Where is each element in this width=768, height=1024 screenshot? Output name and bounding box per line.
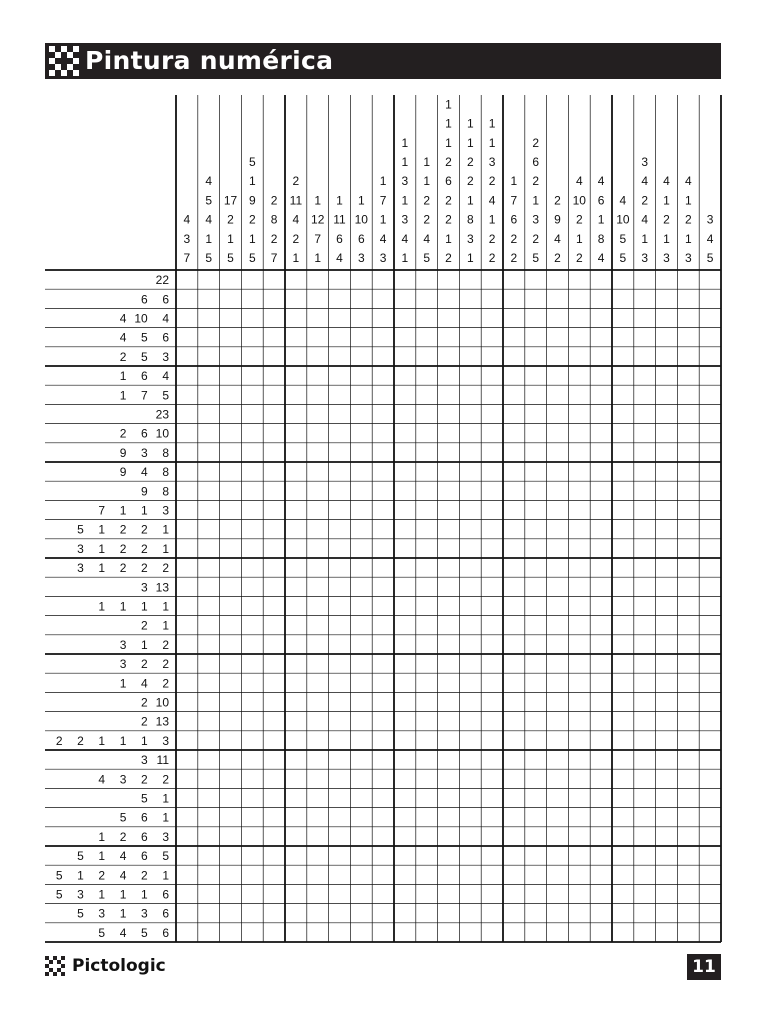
- pictologic-footer-logo-icon: [45, 956, 65, 976]
- row-clue-number: 9: [119, 445, 127, 460]
- row-clue-number: 3: [77, 541, 84, 556]
- row-clue-number: 2: [141, 618, 148, 633]
- row-clue-number: 1: [119, 599, 127, 614]
- column-clue-number: 2: [270, 231, 278, 246]
- column-clue-number: 1: [663, 193, 670, 208]
- row-clue-number: 2: [141, 695, 148, 710]
- row-clue-number: 2: [141, 561, 148, 576]
- row-clue-number: 2: [162, 676, 169, 691]
- row-clue-number: 1: [162, 599, 169, 614]
- column-clue-number: 5: [205, 251, 213, 265]
- row-clue-number: 6: [162, 906, 169, 921]
- row-clue-number: 1: [98, 829, 106, 844]
- page-number: 11: [687, 954, 721, 980]
- row-clue-number: 5: [98, 925, 106, 940]
- page-title: Pintura numérica: [85, 46, 334, 75]
- row-clue-number: 5: [119, 810, 127, 825]
- column-clue-number: 2: [488, 251, 496, 265]
- row-clue-number: 1: [119, 503, 127, 518]
- row-clue-number: 11: [156, 753, 169, 768]
- column-clue-number: 1: [663, 231, 670, 246]
- column-clue-number: 3: [357, 251, 365, 265]
- row-clue-number: 3: [119, 657, 127, 672]
- row-clue-number: 23: [155, 407, 169, 422]
- column-clue-number: 11: [289, 193, 303, 208]
- row-clue-number: 1: [162, 791, 169, 806]
- row-clue-number: 2: [119, 349, 127, 364]
- row-clue-number: 9: [119, 465, 127, 480]
- row-clue-number: 1: [141, 599, 148, 614]
- row-clue-number: 2: [55, 733, 63, 748]
- column-clue-number: 8: [466, 212, 474, 227]
- column-clue-number: 1: [379, 212, 387, 227]
- column-clue-number: 1: [684, 193, 692, 208]
- row-clue-number: 10: [155, 426, 169, 441]
- row-clue-number: 2: [98, 868, 106, 883]
- row-clue-number: 5: [77, 906, 84, 921]
- row-clue-number: 2: [162, 561, 169, 576]
- column-clue-number: 1: [401, 135, 409, 150]
- row-clue-number: 5: [141, 330, 148, 345]
- column-clue-number: 7: [379, 193, 387, 208]
- column-clue-number: 2: [292, 231, 300, 246]
- row-clue-number: 6: [162, 925, 169, 940]
- row-clue-number: 2: [77, 733, 84, 748]
- row-clue-number: 3: [141, 580, 148, 595]
- column-clue-number: 1: [575, 231, 583, 246]
- row-clue-number: 22: [155, 273, 169, 288]
- row-clue-number: 1: [98, 561, 106, 576]
- row-clue-number: 1: [162, 868, 169, 883]
- column-clue-number: 9: [554, 212, 561, 227]
- row-clue-number: 2: [141, 714, 148, 729]
- column-clue-number: 1: [684, 231, 692, 246]
- row-clue-number: 9: [141, 484, 148, 499]
- row-clue-number: 1: [141, 887, 148, 902]
- row-clue-number: 6: [141, 292, 148, 307]
- row-clue-number: 2: [162, 637, 169, 652]
- row-clue-number: 6: [162, 330, 169, 345]
- row-clue-number: 4: [119, 849, 127, 864]
- column-clue-number: 2: [270, 193, 278, 208]
- row-clue-number: 1: [98, 599, 106, 614]
- column-clue-number: 1: [488, 116, 496, 131]
- column-clue-number: 3: [379, 251, 387, 265]
- column-clue-number: 17: [223, 193, 238, 208]
- column-clue-number: 3: [401, 174, 409, 189]
- column-clue-number: 1: [314, 193, 322, 208]
- column-clue-number: 2: [510, 231, 518, 246]
- column-clue-number: 5: [706, 251, 714, 265]
- column-clue-number: 7: [314, 231, 322, 246]
- row-clue-number: 5: [141, 349, 148, 364]
- row-clue-number: 1: [162, 522, 169, 537]
- footer-brand: Pictologic: [72, 956, 166, 976]
- column-clue-number: 2: [684, 212, 692, 227]
- column-clue-number: 2: [423, 212, 431, 227]
- column-clue-number: 2: [554, 193, 561, 208]
- column-clue-number: 2: [510, 251, 518, 265]
- column-clue-number: 1: [401, 155, 409, 169]
- column-clue-number: 2: [466, 155, 474, 169]
- row-clue-number: 1: [141, 637, 148, 652]
- row-clue-number: 3: [141, 753, 148, 768]
- row-clue-number: 4: [119, 330, 127, 345]
- row-clue-number: 6: [141, 829, 148, 844]
- column-clue-number: 2: [292, 174, 300, 189]
- column-clue-number: 1: [445, 135, 452, 150]
- column-clue-number: 1: [445, 116, 452, 131]
- row-clue-number: 2: [141, 772, 148, 787]
- row-clue-number: 1: [119, 906, 127, 921]
- column-clue-number: 2: [663, 212, 670, 227]
- column-clue-number: 2: [575, 251, 583, 265]
- column-clue-number: 2: [445, 155, 452, 169]
- row-clue-number: 3: [77, 561, 84, 576]
- column-clue-number: 10: [572, 193, 586, 208]
- row-clue-number: 4: [119, 925, 127, 940]
- row-clue-number: 6: [141, 849, 148, 864]
- column-clue-number: 4: [641, 212, 649, 227]
- row-clue-number: 5: [162, 849, 169, 864]
- row-clue-number: 1: [162, 618, 169, 633]
- column-clue-number: 5: [619, 231, 627, 246]
- row-clue-number: 2: [162, 657, 169, 672]
- row-clue-number: 10: [134, 311, 148, 326]
- row-clue-number: 6: [141, 426, 148, 441]
- column-clue-number: 7: [510, 193, 518, 208]
- row-clue-number: 3: [119, 772, 127, 787]
- column-clue-number: 4: [597, 251, 605, 265]
- column-clue-number: 1: [205, 231, 213, 246]
- row-clue-number: 13: [155, 714, 169, 729]
- column-clue-number: 5: [227, 251, 234, 265]
- column-clue-number: 4: [401, 231, 409, 246]
- column-clue-number: 1: [597, 212, 605, 227]
- row-clue-number: 1: [119, 369, 127, 384]
- column-clue-number: 1: [466, 116, 474, 131]
- row-clue-number: 5: [141, 791, 148, 806]
- column-clue-number: 1: [314, 251, 322, 265]
- column-clue-number: 2: [227, 212, 234, 227]
- column-clue-number: 2: [248, 212, 256, 227]
- row-clue-number: 6: [162, 292, 169, 307]
- row-clue-number: 1: [119, 676, 127, 691]
- column-clue-number: 1: [227, 231, 234, 246]
- column-clue-number: 3: [663, 251, 670, 265]
- column-clue-number: 7: [270, 251, 278, 265]
- column-clue-number: 2: [423, 193, 431, 208]
- column-clue-number: 1: [532, 193, 540, 208]
- column-clue-number: 1: [445, 97, 452, 112]
- column-clue-number: 6: [510, 212, 518, 227]
- column-clue-number: 1: [248, 174, 256, 189]
- column-clue-number: 6: [532, 155, 540, 169]
- column-clue-number: 6: [445, 174, 452, 189]
- row-clue-number: 3: [162, 349, 169, 364]
- column-clue-number: 2: [532, 231, 540, 246]
- column-clue-number: 10: [354, 212, 368, 227]
- column-clue-number: 3: [466, 231, 474, 246]
- column-clue-number: 12: [311, 212, 325, 227]
- row-clue-number: 6: [141, 810, 148, 825]
- column-clue-number: 1: [488, 135, 496, 150]
- row-clue-number: 1: [141, 503, 148, 518]
- row-clue-number: 6: [162, 887, 169, 902]
- column-clue-number: 6: [357, 231, 365, 246]
- column-clue-number: 1: [292, 251, 300, 265]
- column-clue-number: 1: [466, 251, 474, 265]
- column-clue-number: 5: [619, 251, 627, 265]
- column-clue-number: 1: [641, 231, 649, 246]
- row-clue-number: 7: [141, 388, 148, 403]
- column-clue-number: 11: [333, 212, 346, 227]
- column-clue-number: 8: [597, 231, 605, 246]
- column-clue-number: 4: [663, 174, 670, 189]
- column-clue-number: 2: [641, 193, 649, 208]
- row-clue-number: 2: [119, 522, 127, 537]
- column-clue-number: 4: [597, 174, 605, 189]
- column-clue-number: 1: [357, 193, 365, 208]
- column-clue-number: 4: [292, 212, 300, 227]
- column-clue-number: 3: [183, 231, 191, 246]
- row-clue-number: 1: [98, 522, 106, 537]
- row-clue-number: 1: [98, 541, 106, 556]
- row-clue-number: 1: [77, 868, 84, 883]
- row-clue-number: 1: [98, 733, 106, 748]
- row-clue-number: 5: [141, 925, 148, 940]
- column-clue-number: 1: [423, 155, 431, 169]
- column-clue-number: 4: [183, 212, 191, 227]
- column-clue-number: 3: [488, 155, 496, 169]
- column-clue-number: 2: [532, 174, 540, 189]
- row-clue-number: 13: [155, 580, 169, 595]
- row-clue-number: 1: [98, 849, 106, 864]
- column-clue-number: 2: [575, 212, 583, 227]
- column-clue-number: 1: [466, 193, 474, 208]
- column-clue-number: 4: [336, 251, 343, 265]
- row-clue-number: 10: [155, 695, 169, 710]
- column-clue-number: 3: [706, 212, 714, 227]
- column-clue-number: 3: [684, 251, 692, 265]
- row-clue-number: 5: [162, 388, 169, 403]
- column-clue-number: 1: [510, 174, 518, 189]
- column-clue-number: 5: [248, 251, 256, 265]
- column-clue-number: 5: [248, 155, 256, 169]
- row-clue-number: 1: [119, 733, 127, 748]
- row-clue-number: 3: [141, 445, 148, 460]
- row-clue-number: 3: [141, 906, 148, 921]
- column-clue-number: 3: [401, 212, 409, 227]
- row-clue-number: 8: [162, 445, 169, 460]
- column-clue-number: 4: [641, 174, 649, 189]
- column-clue-number: 4: [379, 231, 387, 246]
- row-clue-number: 4: [98, 772, 106, 787]
- column-clue-number: 2: [445, 212, 452, 227]
- row-clue-number: 4: [162, 311, 169, 326]
- column-clue-number: 2: [488, 231, 496, 246]
- column-clue-number: 2: [532, 135, 540, 150]
- column-clue-number: 1: [466, 135, 474, 150]
- column-clue-number: 2: [554, 251, 561, 265]
- column-clue-number: 5: [532, 251, 540, 265]
- column-clue-number: 5: [205, 193, 213, 208]
- row-clue-number: 4: [119, 311, 127, 326]
- column-clue-number: 4: [205, 174, 213, 189]
- row-clue-number: 4: [141, 465, 148, 480]
- row-clue-number: 3: [162, 503, 169, 518]
- row-clue-number: 5: [55, 887, 63, 902]
- column-clue-number: 1: [336, 193, 343, 208]
- column-clue-number: 2: [488, 174, 496, 189]
- column-clue-number: 3: [532, 212, 540, 227]
- column-clue-number: 4: [619, 193, 627, 208]
- row-clue-number: 3: [162, 829, 169, 844]
- column-clue-number: 1: [401, 193, 409, 208]
- row-clue-number: 2: [119, 829, 127, 844]
- row-clue-number: 5: [77, 849, 84, 864]
- row-clue-number: 3: [119, 637, 127, 652]
- row-clue-number: 2: [141, 541, 148, 556]
- row-clue-number: 4: [141, 676, 148, 691]
- row-clue-number: 8: [162, 484, 169, 499]
- column-clue-number: 6: [336, 231, 343, 246]
- row-clue-number: 2: [119, 426, 127, 441]
- row-clue-number: 3: [98, 906, 106, 921]
- column-clue-number: 8: [270, 212, 278, 227]
- row-clue-number: 6: [141, 369, 148, 384]
- column-clue-number: 1: [423, 174, 431, 189]
- row-clue-number: 2: [141, 657, 148, 672]
- column-clue-number: 10: [616, 212, 630, 227]
- row-clue-number: 2: [141, 868, 148, 883]
- column-clue-number: 4: [554, 231, 561, 246]
- column-clue-number: 6: [597, 193, 605, 208]
- row-clue-number: 1: [141, 733, 148, 748]
- column-clue-number: 9: [248, 193, 256, 208]
- row-clue-number: 1: [98, 887, 106, 902]
- column-clue-number: 4: [706, 231, 714, 246]
- row-clue-number: 4: [162, 369, 169, 384]
- row-clue-number: 2: [119, 541, 127, 556]
- column-clue-number: 1: [445, 231, 452, 246]
- row-clue-number: 5: [77, 522, 84, 537]
- column-clue-number: 2: [445, 193, 452, 208]
- column-clue-number: 2: [466, 174, 474, 189]
- row-clue-number: 1: [162, 541, 169, 556]
- column-clue-number: 7: [183, 251, 191, 265]
- column-clue-number: 4: [575, 174, 583, 189]
- row-clue-number: 1: [119, 388, 127, 403]
- row-clue-number: 3: [162, 733, 169, 748]
- column-clue-number: 1: [379, 174, 387, 189]
- column-clue-number: 4: [488, 193, 496, 208]
- row-clue-number: 1: [162, 810, 169, 825]
- column-clue-number: 3: [641, 251, 649, 265]
- row-clue-number: 1: [119, 887, 127, 902]
- column-clue-number: 2: [445, 251, 452, 265]
- row-clue-number: 3: [77, 887, 84, 902]
- column-clue-number: 4: [205, 212, 213, 227]
- column-clue-number: 1: [401, 251, 409, 265]
- row-clue-number: 2: [141, 522, 148, 537]
- column-clue-number: 3: [641, 155, 649, 169]
- row-clue-number: 8: [162, 465, 169, 480]
- column-clue-number: 5: [423, 251, 431, 265]
- column-clue-number: 4: [684, 174, 692, 189]
- column-clue-number: 1: [248, 231, 256, 246]
- row-clue-number: 4: [119, 868, 127, 883]
- row-clue-number: 2: [162, 772, 169, 787]
- column-clue-number: 4: [423, 231, 431, 246]
- row-clue-number: 2: [119, 561, 127, 576]
- column-clue-number: 1: [488, 212, 496, 227]
- row-clue-number: 7: [98, 503, 106, 518]
- row-clue-number: 5: [55, 868, 63, 883]
